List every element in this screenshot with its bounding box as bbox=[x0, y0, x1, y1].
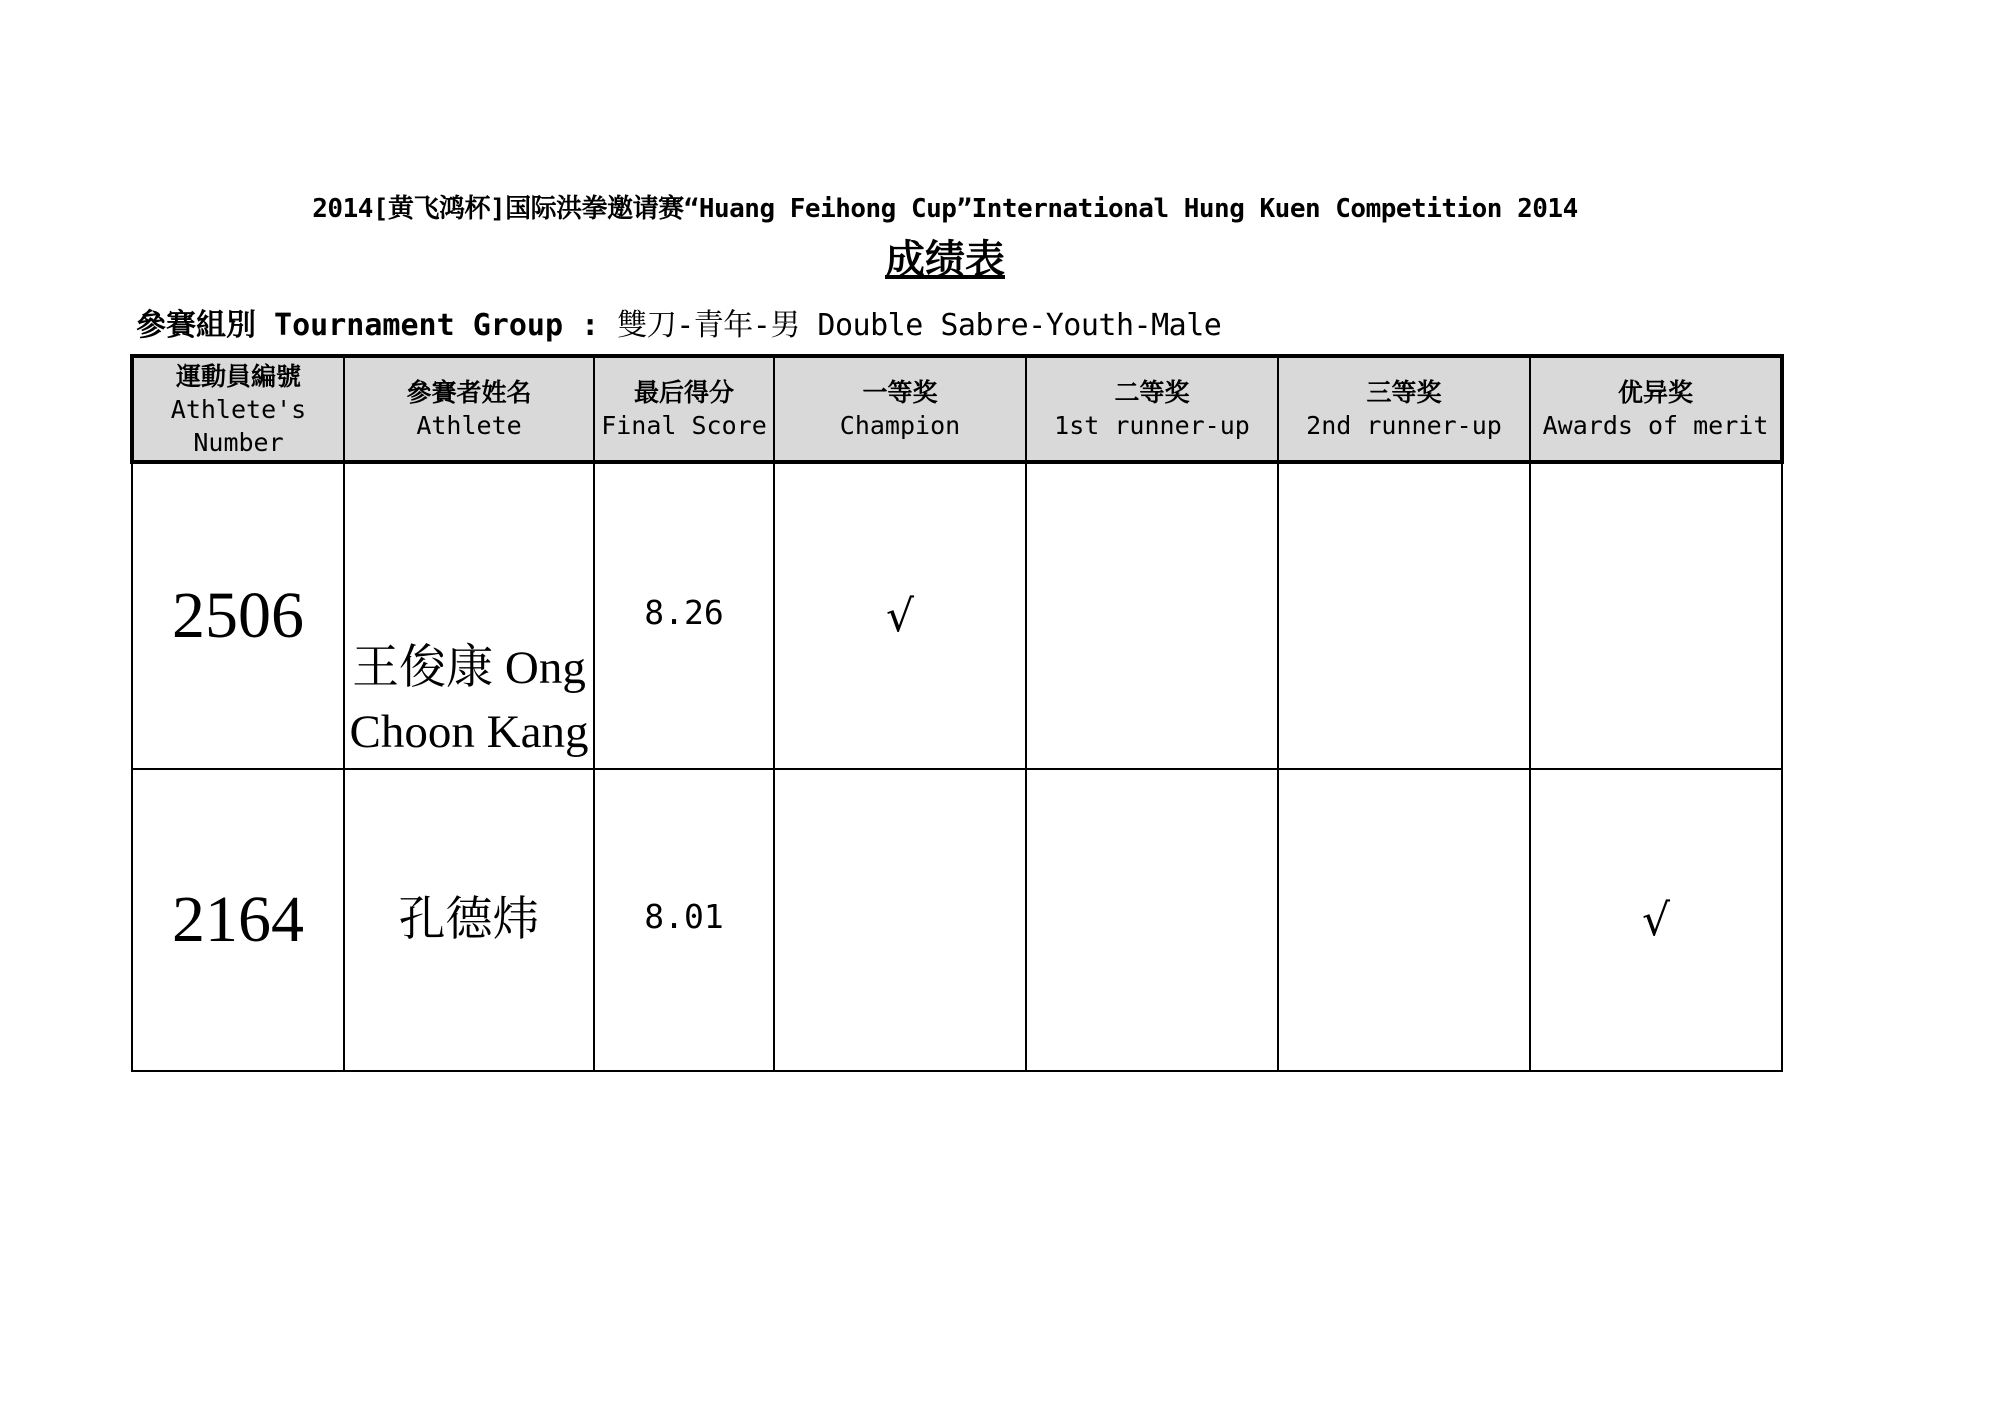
athlete-number: 2164 bbox=[132, 769, 344, 1071]
merit-checkmark: √ bbox=[1530, 769, 1782, 1071]
tournament-group-value: 雙刀-青年-男 Double Sabre-Youth-Male bbox=[617, 308, 1222, 343]
athlete-number: 2506 bbox=[132, 462, 344, 769]
col-header-merit: 优异奖 Awards of merit bbox=[1530, 356, 1782, 462]
col-header-champion: 一等奖 Champion bbox=[774, 356, 1026, 462]
final-score: 8.26 bbox=[594, 462, 774, 769]
results-table bbox=[130, 354, 1784, 1072]
champion-cell bbox=[774, 769, 1026, 1071]
document-title: 2014[黄飞鸿杯]国际洪拳邀请赛“Huang Feihong Cup”International Hung Kuen Competition 2014 bbox=[312, 194, 1578, 224]
col-header-first-runner-up: 二等奖 1st runner-up bbox=[1026, 356, 1278, 462]
champion-checkmark: √ bbox=[774, 462, 1026, 769]
header-row bbox=[132, 356, 1782, 462]
table-row bbox=[132, 769, 1782, 1071]
table-row bbox=[132, 462, 1782, 769]
second-runner-up-cell bbox=[1278, 462, 1530, 769]
final-score: 8.01 bbox=[594, 769, 774, 1071]
tournament-group bbox=[136, 300, 1221, 344]
second-runner-up-cell bbox=[1278, 769, 1530, 1071]
athlete-name: 孔德炜 bbox=[344, 769, 594, 1071]
col-header-athlete: 參賽者姓名 Athlete bbox=[344, 356, 594, 462]
col-header-number: 運動員編號 Athlete's Number bbox=[132, 356, 344, 462]
first-runner-up-cell bbox=[1026, 769, 1278, 1071]
athlete-name: 王俊康 Ong Choon Kang bbox=[344, 462, 594, 769]
tournament-group-label: 參賽組別 Tournament Group : bbox=[136, 308, 600, 343]
document-subtitle: 成绩表 bbox=[885, 237, 1005, 283]
first-runner-up-cell bbox=[1026, 462, 1278, 769]
col-header-second-runner-up: 三等奖 2nd runner-up bbox=[1278, 356, 1530, 462]
col-header-score: 最后得分 Final Score bbox=[594, 356, 774, 462]
merit-cell bbox=[1530, 462, 1782, 769]
